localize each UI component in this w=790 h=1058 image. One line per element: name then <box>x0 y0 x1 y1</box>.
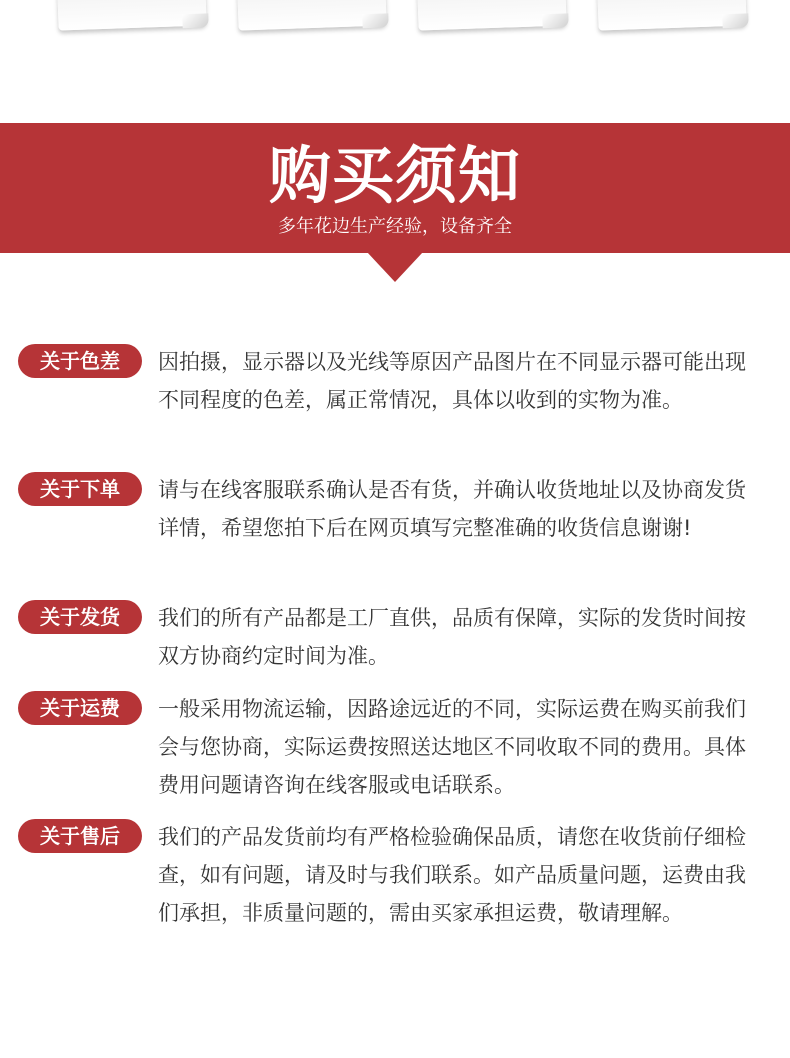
banner-pointer <box>367 252 423 282</box>
product-card-strip <box>0 0 790 40</box>
notice-text: 我们的所有产品都是工厂直供，品质有保障，实际的发货时间按双方协商约定时间为准。 <box>158 606 746 668</box>
page-title: 购买须知 <box>268 139 521 212</box>
notice-text: 因拍摄，显示器以及光线等原因产品图片在不同显示器可能出现不同程度的色差，属正常情况，具体以收到的实物为准。 <box>158 350 746 412</box>
product-card <box>237 0 386 31</box>
notice-text: 我们的产品发货前均有严格检验确保品质，请您在收货前仔细检查，如有问题，请及时与我们联系。如产品质量问题，运费由我们承担，非质量问题的，需由买家承担运费，敬请理解。 <box>158 825 746 925</box>
product-card <box>57 0 206 31</box>
notice-label: 关于运费 <box>18 691 142 725</box>
page-subtitle: 多年花边生产经验，设备齐全 <box>278 216 512 237</box>
notice-text: 一般采用物流运输，因路途远近的不同，实际运费在购买前我们会与您协商，实际运费按照送达地区不同收取不同的费用。具体费用问题请咨询在线客服或电话联系。 <box>158 697 746 797</box>
product-card <box>417 0 566 31</box>
notice-label: 关于色差 <box>18 344 142 378</box>
notice-label: 关于发货 <box>18 600 142 634</box>
notice-label: 关于售后 <box>18 819 142 853</box>
notice-label: 关于下单 <box>18 472 142 506</box>
product-card <box>597 0 746 31</box>
notice-text: 请与在线客服联系确认是否有货，并确认收货地址以及协商发货详情，希望您拍下后在网页填写完整准确的收货信息谢谢! <box>158 478 746 540</box>
